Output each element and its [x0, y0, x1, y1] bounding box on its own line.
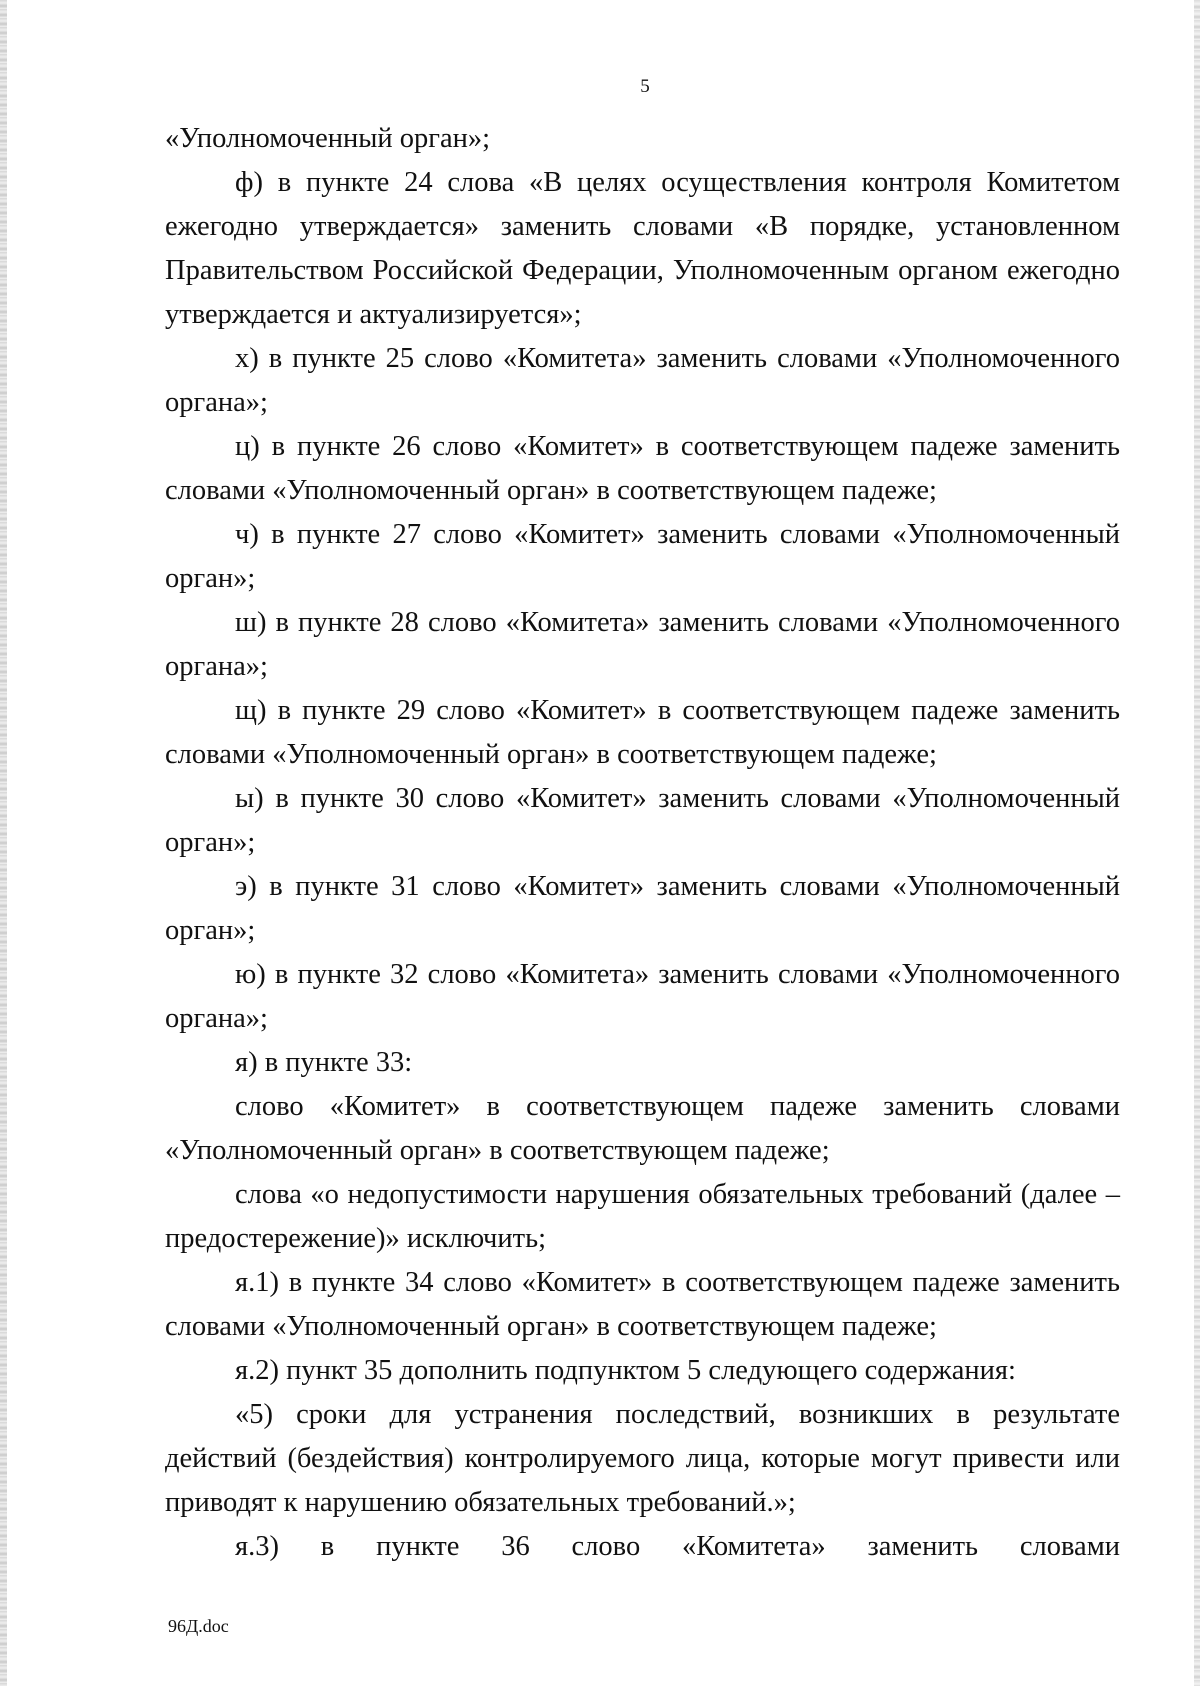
scan-edge-left — [0, 0, 7, 1686]
paragraph-sh: ш) в пункте 28 слово «Комитета» заменить словами «Уполномоченного органа»; — [165, 607, 1120, 682]
paragraph-ya-words: слова «о недопустимости нарушения обязательных требований (далее – предостережение)» исключить; — [165, 1179, 1120, 1254]
document-body — [165, 117, 1120, 1569]
paragraph-e: э) в пункте 31 слово «Комитет» заменить словами «Уполномоченный орган»; — [165, 871, 1120, 946]
paragraph-y: ы) в пункте 30 слово «Комитет» заменить словами «Уполномоченный орган»; — [165, 783, 1120, 858]
paragraph-shch: щ) в пункте 29 слово «Комитет» в соответствующем падеже заменить словами «Уполномоченный орган» в соответствующем падеже; — [165, 695, 1120, 770]
paragraph-kh: х) в пункте 25 слово «Комитета» заменить словами «Уполномоченного органа»; — [165, 343, 1120, 418]
paragraph-ya-word: слово «Комитет» в соответствующем падеже заменить словами «Уполномоченный орган» в соответствующем падеже; — [165, 1091, 1120, 1166]
page-number: 5 — [640, 76, 650, 97]
scan-edge-right — [1194, 0, 1200, 1686]
paragraph-ya: я) в пункте 33: — [235, 1047, 413, 1078]
paragraph-ya-2: я.2) пункт 35 дополнить подпунктом 5 следующего содержания: — [235, 1355, 1016, 1386]
paragraph-f: ф) в пункте 24 слова «В целях осуществления контроля Комитетом ежегодно утверждается» заменить словами «В порядке, установленном Правительством Российской Федерации, Уполномоченным органом ежегодно утверждается и актуализируется»; — [165, 167, 1120, 330]
paragraph-ts: ц) в пункте 26 слово «Комитет» в соответствующем падеже заменить словами «Уполномоченный орган» в соответствующем падеже; — [165, 431, 1120, 506]
paragraph-ya-3: я.3) в пункте 36 слово «Комитета» заменить словами — [235, 1531, 1120, 1562]
paragraph-yu: ю) в пункте 32 слово «Комитета» заменить словами «Уполномоченного органа»; — [165, 959, 1120, 1034]
paragraph-ya-2-quote: «5) сроки для устранения последствий, возникших в результате действий (бездействия) контролируемого лица, которые могут привести или приводят к нарушению обязательных требований.»; — [165, 1399, 1120, 1518]
document-file-code: 96Д.doc — [168, 1616, 229, 1636]
paragraph-ch: ч) в пункте 27 слово «Комитет» заменить словами «Уполномоченный орган»; — [165, 519, 1120, 594]
paragraph-ya-1: я.1) в пункте 34 слово «Комитет» в соответствующем падеже заменить словами «Уполномоченный орган» в соответствующем падеже; — [165, 1267, 1120, 1342]
paragraph-continuation: «Уполномоченный орган»; — [165, 123, 491, 154]
